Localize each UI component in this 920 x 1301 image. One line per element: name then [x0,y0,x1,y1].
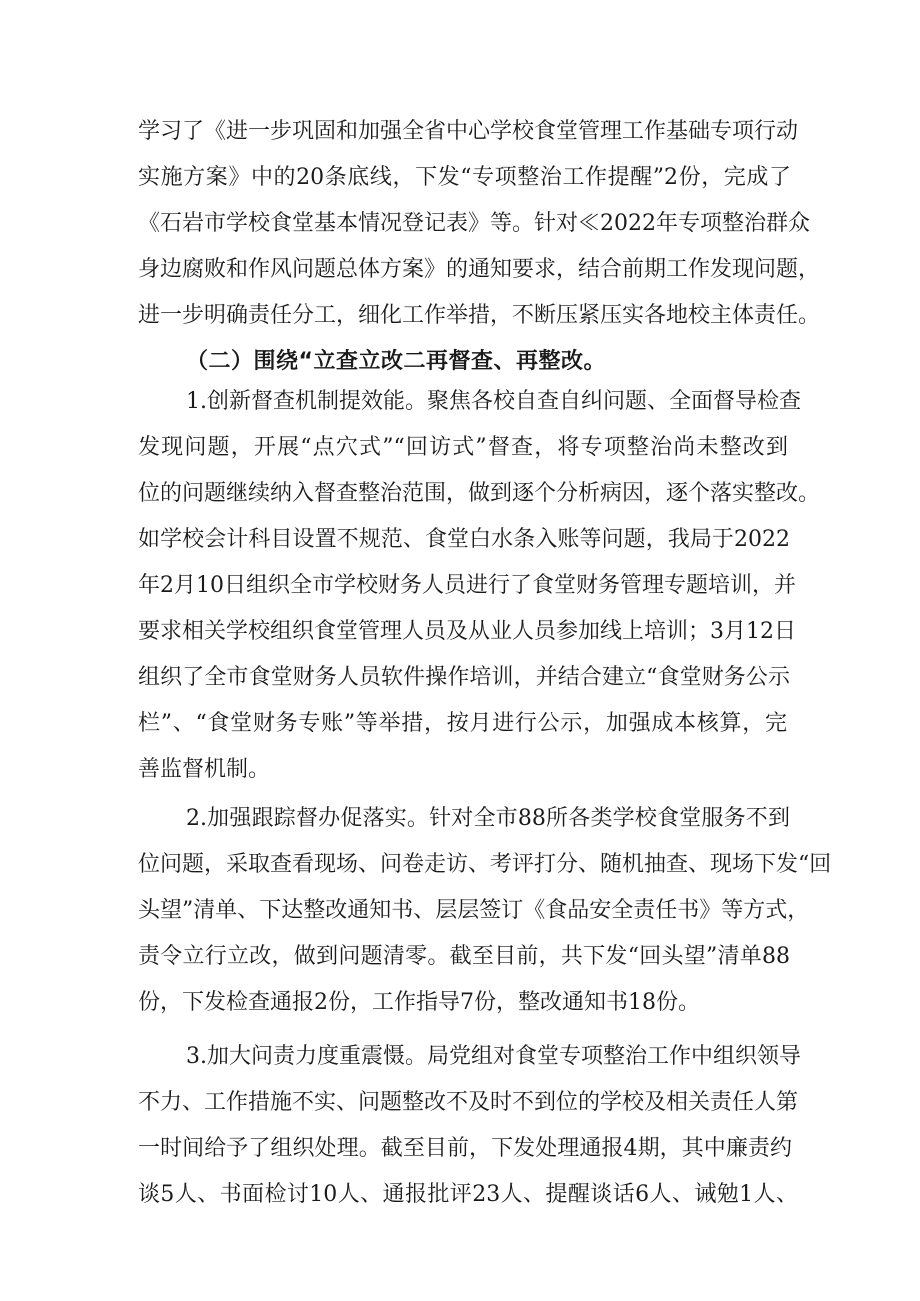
text-span: 进一步明确责任分工，细化工作举措，不断压紧压实各地校主体责任。 [138,303,821,328]
text-span: 《石岩市学校食堂基本情况登记表》等。针对≪2022年专项整治群众 [138,211,810,236]
text-span: 善监督机制。 [138,757,271,782]
body-text-line [0,1129,920,1169]
body-text-line [0,1037,920,1077]
text-span: 头望”清单、下达整改通知书、层层签订《食品安全责任书》等方式， [138,898,810,923]
text-span: 1.创新督查机制提效能。聚焦各校自查自纠问题、全面督导检查 [186,389,801,414]
text-span: 如学校会计科目设置不规范、食堂白水条入账等问题，我局于2022 [138,527,790,552]
text-span: 位的问题继续纳入督查整治范围，做到逐个分析病因，逐个落实整改。 [138,481,821,506]
text-span: 栏”、“食堂财务专账”等举措，按月进行公示，加强成本核算，完 [138,711,787,736]
text-span: 组织了全市食堂财务人员软件操作培训，并结合建立“食堂财务公示 [138,665,790,690]
text-span: 实施方案》中的20条底线，下发“专项整治工作提醒”2份，完成了 [138,165,791,190]
body-text-line [0,658,920,698]
text-span: 3.加大问责力度重震慑。局党组对食堂专项整治工作中组织领导 [186,1044,801,1069]
body-text-line [0,937,920,977]
body-text-line [0,799,920,839]
text-span: 位问题，采取查看现场、问卷走访、考评打分、随机抽查、现场下发“回 [138,852,832,877]
body-text-line [0,1175,920,1215]
section-heading-text: （二）围绕“立查立改二再督查、再整改。 [186,349,606,374]
body-text-line [0,158,920,198]
body-text-line [0,250,920,290]
text-span: 身边腐败和作风问题总体方案》的通知要求，结合前期工作发现问题， [138,257,821,282]
body-text-line [0,382,920,422]
body-text-line [0,296,920,336]
body-text-line [0,612,920,652]
text-span: 要求相关学校组织食堂管理人员及从业人员参加线上培训；3月12日 [138,619,796,644]
text-span: 不力、工作措施不实、问题整改不及时不到位的学校及相关责任人第 [138,1090,799,1115]
text-span: 发现问题，开展“点穴式”“回访式”督查，将专项整治尚未整改到 [138,435,788,460]
body-text-line [0,566,920,606]
body-text-line [0,891,920,931]
body-text-line [0,112,920,152]
body-text-line [0,428,920,468]
body-text-line [0,520,920,560]
body-text-line [0,845,920,885]
body-text-line [0,704,920,744]
text-span: 一时间给予了组织处理。截至目前，下发处理通报4期，其中廉责约 [138,1136,792,1161]
text-span: 学习了《进一步巩固和加强全省中心学校食堂管理工作基础专项行动 [138,119,799,144]
body-text-line [0,983,920,1023]
body-text-line [0,204,920,244]
body-text-line [0,1083,920,1123]
body-text-line [0,474,920,514]
body-text-line [0,750,920,790]
text-span: 年2月10日组织全市学校财务人员进行了食堂财务管理专题培训，并 [138,573,796,598]
section-heading [0,342,920,382]
text-span: 2.加强跟踪督办促落实。针对全市88所各类学校食堂服务不到 [186,806,790,831]
text-span: 责令立行立改，做到问题清零。截至目前，共下发“回头望”清单88 [138,944,790,969]
text-span: 谈5人、书面检讨10人、通报批评23人、提醒谈话6人、诫勉1人、 [138,1182,798,1207]
text-span: 份，下发检查通报2份，工作指导7份，整改通知书18份。 [138,990,700,1015]
